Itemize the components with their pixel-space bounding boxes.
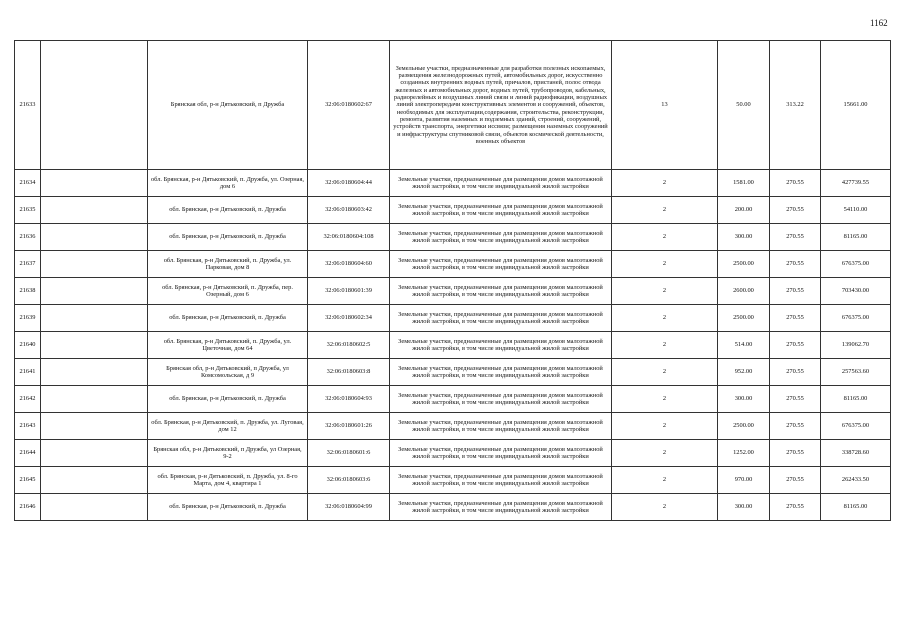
cell-record-id: 21634 xyxy=(15,170,41,197)
cell-area: 514.00 xyxy=(718,332,770,359)
cell-area: 300.00 xyxy=(718,494,770,521)
cell-cadastral-value: 81165.00 xyxy=(821,224,891,251)
cell-cadastral-value: 676375.00 xyxy=(821,305,891,332)
cell-cadastral-number: 32:06:0180604:108 xyxy=(308,224,390,251)
cell-rate: 270.55 xyxy=(770,332,821,359)
cell-cadastral-number: 32:06:0180601:26 xyxy=(308,413,390,440)
cell-address: обл. Брянская, р-н Дятьковский, п. Дружба, ул. Луговая, дом 12 xyxy=(148,413,308,440)
cell-spacer xyxy=(41,467,148,494)
cell-record-id: 21640 xyxy=(15,332,41,359)
cell-code: 2 xyxy=(612,467,718,494)
cell-area: 50.00 xyxy=(718,41,770,170)
table-row xyxy=(15,332,891,359)
cell-spacer xyxy=(41,251,148,278)
cell-code: 2 xyxy=(612,332,718,359)
table-body xyxy=(15,41,891,521)
cell-cadastral-number: 32:06:0180602:67 xyxy=(308,41,390,170)
cell-address: обл. Брянская, р-н Дятьковский, п. Дружба xyxy=(148,305,308,332)
cell-rate: 270.55 xyxy=(770,278,821,305)
cell-code: 2 xyxy=(612,494,718,521)
cell-cadastral-value: 81165.00 xyxy=(821,494,891,521)
cell-address: Брянская обл, р-н Дятьковский, п Дружба, ул Комсомольская, д 9 xyxy=(148,359,308,386)
table-row xyxy=(15,251,891,278)
cell-cadastral-number: 32:06:0180603:6 xyxy=(308,467,390,494)
cell-address: обл. Брянская, р-н Дятьковский, п. Дружба xyxy=(148,197,308,224)
cell-cadastral-value: 676375.00 xyxy=(821,413,891,440)
cell-area: 952.00 xyxy=(718,359,770,386)
table-row xyxy=(15,197,891,224)
cell-land-use: Земельные участки, предназначенные для размещения домов малоэтажной жилой застройки, в том числе индивидуальной жилой застройки xyxy=(390,332,612,359)
cell-area: 300.00 xyxy=(718,386,770,413)
cell-spacer xyxy=(41,41,148,170)
table-row xyxy=(15,170,891,197)
cell-cadastral-value: 703430.00 xyxy=(821,278,891,305)
cell-land-use: Земельные участки, предназначенные для размещения домов малоэтажной жилой застройки, в том числе индивидуальной жилой застройки xyxy=(390,170,612,197)
cell-rate: 270.55 xyxy=(770,386,821,413)
cell-code: 2 xyxy=(612,386,718,413)
cell-spacer xyxy=(41,305,148,332)
cell-land-use: Земельные участки, предназначенные для размещения домов малоэтажной жилой застройки, в том числе индивидуальной жилой застройки xyxy=(390,494,612,521)
cell-address: обл. Брянская, р-н Дятьковский, п. Дружба, ул. Парковая, дом 8 xyxy=(148,251,308,278)
table-row xyxy=(15,359,891,386)
page-number: 1162 xyxy=(870,18,888,28)
cell-code: 2 xyxy=(612,305,718,332)
cell-rate: 270.55 xyxy=(770,170,821,197)
cell-record-id: 21638 xyxy=(15,278,41,305)
cell-land-use: Земельные участки, предназначенные для размещения домов малоэтажной жилой застройки, в том числе индивидуальной жилой застройки xyxy=(390,413,612,440)
table-row xyxy=(15,224,891,251)
cell-cadastral-value: 139062.70 xyxy=(821,332,891,359)
cell-spacer xyxy=(41,359,148,386)
cell-cadastral-number: 32:06:0180603:42 xyxy=(308,197,390,224)
cell-spacer xyxy=(41,494,148,521)
cell-spacer xyxy=(41,413,148,440)
cell-address: обл. Брянская, р-н Дятьковский, п. Дружба xyxy=(148,224,308,251)
table-row xyxy=(15,305,891,332)
cell-record-id: 21639 xyxy=(15,305,41,332)
cell-area: 2600.00 xyxy=(718,278,770,305)
cell-rate: 270.55 xyxy=(770,440,821,467)
cell-address: Брянская обл, р-н Дятьковский, п Дружба, ул Озерная, 9-2 xyxy=(148,440,308,467)
cell-record-id: 21644 xyxy=(15,440,41,467)
cell-code: 2 xyxy=(612,197,718,224)
cell-area: 2500.00 xyxy=(718,413,770,440)
table-row xyxy=(15,494,891,521)
table-row xyxy=(15,386,891,413)
cell-cadastral-number: 32:06:0180601:6 xyxy=(308,440,390,467)
cell-cadastral-number: 32:06:0180601:39 xyxy=(308,278,390,305)
cell-record-id: 21633 xyxy=(15,41,41,170)
cell-cadastral-value: 257563.60 xyxy=(821,359,891,386)
cell-area: 1252.00 xyxy=(718,440,770,467)
land-registry-table xyxy=(14,40,891,521)
cell-cadastral-number: 32:06:0180604:60 xyxy=(308,251,390,278)
cell-code: 2 xyxy=(612,440,718,467)
table-row xyxy=(15,440,891,467)
cell-record-id: 21646 xyxy=(15,494,41,521)
cell-land-use: Земельные участки, предназначенные для размещения домов малоэтажной жилой застройки, в том числе индивидуальной жилой застройки xyxy=(390,197,612,224)
cell-land-use: Земельные участки, предназначенные для размещения домов малоэтажной жилой застройки, в том числе индивидуальной жилой застройки xyxy=(390,467,612,494)
cell-cadastral-value: 676375.00 xyxy=(821,251,891,278)
cell-land-use: Земельные участки, предназначенные для размещения домов малоэтажной жилой застройки, в том числе индивидуальной жилой застройки xyxy=(390,386,612,413)
cell-address: обл. Брянская, р-н Дятьковский, п. Дружба, ул. 8-го Марта, дом 4, квартира 1 xyxy=(148,467,308,494)
cell-rate: 270.55 xyxy=(770,224,821,251)
table-row xyxy=(15,413,891,440)
cell-cadastral-number: 32:06:0180604:99 xyxy=(308,494,390,521)
cell-cadastral-value: 262433.50 xyxy=(821,467,891,494)
cell-record-id: 21636 xyxy=(15,224,41,251)
cell-address: обл. Брянская, р-н Дятьковский, п. Дружба, ул. Озерная, дом 6 xyxy=(148,170,308,197)
cell-record-id: 21635 xyxy=(15,197,41,224)
cell-cadastral-value: 81165.00 xyxy=(821,386,891,413)
cell-cadastral-number: 32:06:0180602:34 xyxy=(308,305,390,332)
cell-cadastral-value: 427739.55 xyxy=(821,170,891,197)
table-row xyxy=(15,41,891,170)
cell-address: обл. Брянская, р-н Дятьковский, п. Дружба xyxy=(148,494,308,521)
cell-spacer xyxy=(41,386,148,413)
cell-spacer xyxy=(41,278,148,305)
cell-address: обл. Брянская, р-н Дятьковский, п. Дружба, ул. Цветочная, дом 64 xyxy=(148,332,308,359)
cell-code: 2 xyxy=(612,251,718,278)
cell-land-use: Земельные участки, предназначенные для размещения домов малоэтажной жилой застройки, в том числе индивидуальной жилой застройки xyxy=(390,224,612,251)
cell-rate: 270.55 xyxy=(770,467,821,494)
cell-code: 13 xyxy=(612,41,718,170)
cell-spacer xyxy=(41,440,148,467)
cell-spacer xyxy=(41,332,148,359)
cell-code: 2 xyxy=(612,413,718,440)
cell-code: 2 xyxy=(612,359,718,386)
cell-cadastral-number: 32:06:0180602:5 xyxy=(308,332,390,359)
cell-rate: 270.55 xyxy=(770,305,821,332)
cell-cadastral-value: 338728.60 xyxy=(821,440,891,467)
cell-area: 2500.00 xyxy=(718,305,770,332)
cell-record-id: 21641 xyxy=(15,359,41,386)
cell-cadastral-number: 32:06:0180603:8 xyxy=(308,359,390,386)
table-row xyxy=(15,467,891,494)
cell-land-use: Земельные участки, предназначенные для размещения домов малоэтажной жилой застройки, в том числе индивидуальной жилой застройки xyxy=(390,305,612,332)
cell-spacer xyxy=(41,197,148,224)
cell-land-use: Земельные участки, предназначенные для размещения домов малоэтажной жилой застройки, в том числе индивидуальной жилой застройки xyxy=(390,251,612,278)
cell-land-use: Земельные участки, предназначенные для размещения домов малоэтажной жилой застройки, в том числе индивидуальной жилой застройки xyxy=(390,359,612,386)
cell-code: 2 xyxy=(612,170,718,197)
cell-land-use: Земельные участки, предназначенные для размещения домов малоэтажной жилой застройки, в том числе индивидуальной жилой застройки xyxy=(390,278,612,305)
cell-area: 970.00 xyxy=(718,467,770,494)
cell-address: обл. Брянская, р-н Дятьковский, п. Дружба xyxy=(148,386,308,413)
cell-rate: 270.55 xyxy=(770,251,821,278)
cell-cadastral-number: 32:06:0180604:44 xyxy=(308,170,390,197)
cell-land-use: Земельные участки, предназначенные для разработки полезных ископаемых, размещения железнодорожных путей, автомобильных дорог, искусственно созданных внутренних водных путей, причалов, пристаней, полос отвода железных и автомобильных дорог, водных путей, трубопроводов, кабельных, радиорелейных и воздушных линий связи и линий радиофикации, воздушных линий электропередачи конструктивных элементов и сооружений, объектов, необходимых для эксплуатации,содержания, строительства, реконструкции, ремонта, развития наземных и подземных зданий, строений, сооружений, устройств транспорта, энергетики иссвязи; размещения наземных сооружений и инфраструктуры спутниковой связи, объектов космической деятельности, военных объектов xyxy=(390,41,612,170)
cell-spacer xyxy=(41,170,148,197)
cell-rate: 270.55 xyxy=(770,197,821,224)
cell-area: 300.00 xyxy=(718,224,770,251)
cell-code: 2 xyxy=(612,278,718,305)
cell-area: 200.00 xyxy=(718,197,770,224)
cell-area: 1581.00 xyxy=(718,170,770,197)
cell-record-id: 21637 xyxy=(15,251,41,278)
cell-spacer xyxy=(41,224,148,251)
cell-rate: 313.22 xyxy=(770,41,821,170)
cell-record-id: 21643 xyxy=(15,413,41,440)
cell-address: обл. Брянская, р-н Дятьковский, п. Дружба, пер. Озерный, дом 6 xyxy=(148,278,308,305)
cell-rate: 270.55 xyxy=(770,359,821,386)
cell-cadastral-number: 32:06:0180604:93 xyxy=(308,386,390,413)
cell-record-id: 21642 xyxy=(15,386,41,413)
cell-cadastral-value: 54110.00 xyxy=(821,197,891,224)
cell-area: 2500.00 xyxy=(718,251,770,278)
cell-address: Брянская обл, р-н Дятьковский, п Дружба xyxy=(148,41,308,170)
table-row xyxy=(15,278,891,305)
cell-land-use: Земельные участки, предназначенные для размещения домов малоэтажной жилой застройки, в том числе индивидуальной жилой застройки xyxy=(390,440,612,467)
cell-code: 2 xyxy=(612,224,718,251)
cell-rate: 270.55 xyxy=(770,413,821,440)
cell-rate: 270.55 xyxy=(770,494,821,521)
cell-cadastral-value: 15661.00 xyxy=(821,41,891,170)
cell-record-id: 21645 xyxy=(15,467,41,494)
